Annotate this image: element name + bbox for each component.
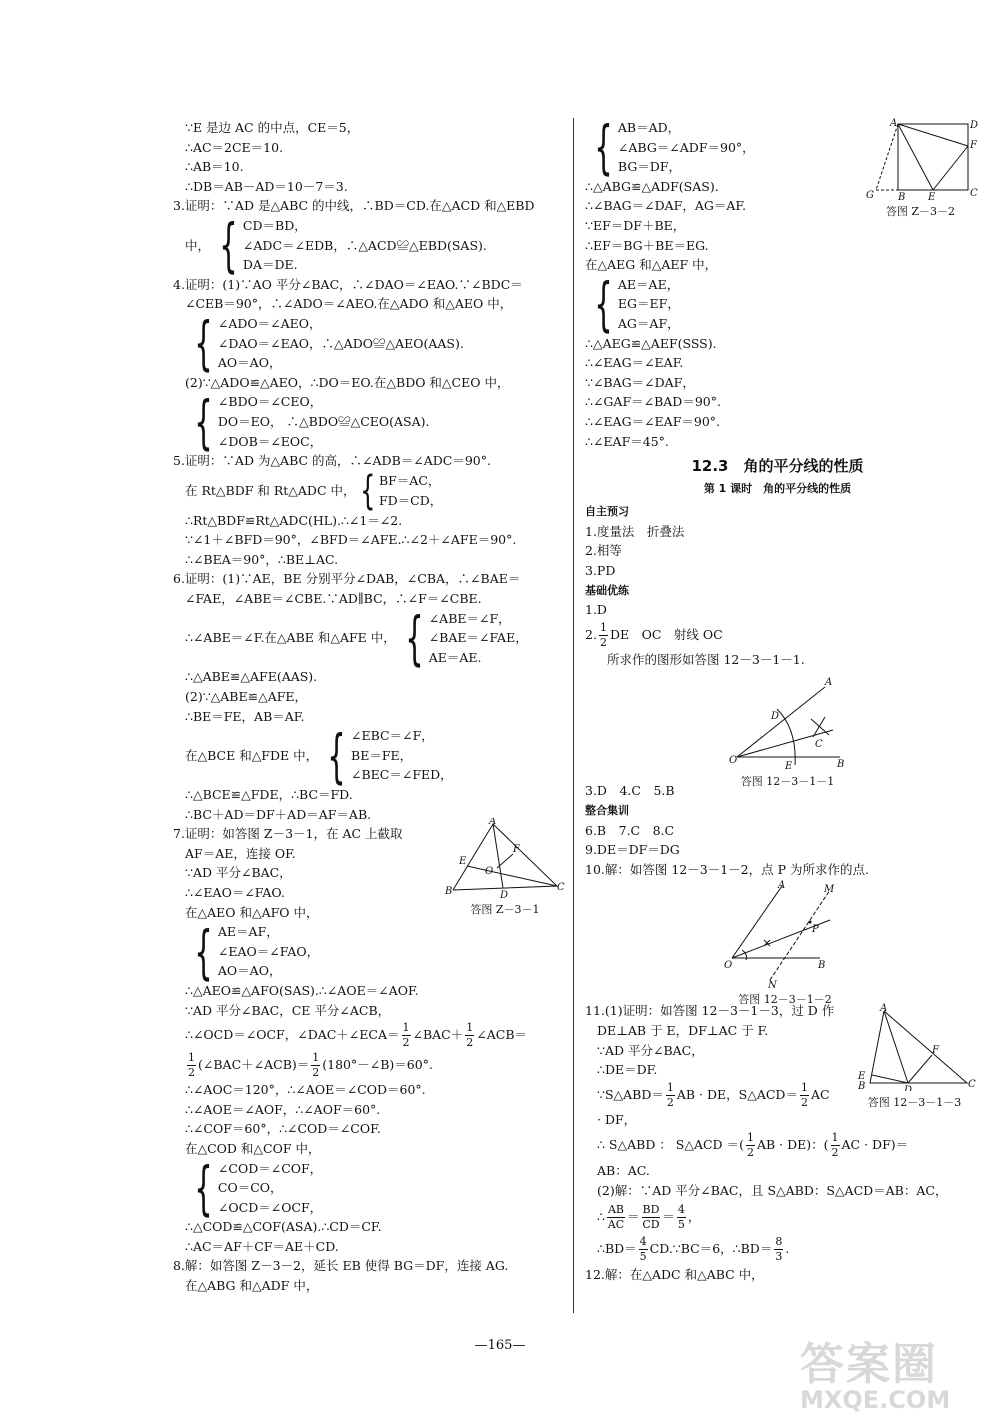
svg-text:D: D xyxy=(771,711,780,722)
text-line: 在△AEG 和△AEF 中， xyxy=(585,257,718,273)
text-line: ∴ S△ABD ： S△ACD ＝( $\frac{1}{2}$ AB · DE)：( $\frac{1}{2}$ AC · DF)＝ xyxy=(597,1131,909,1160)
svg-text:F: F xyxy=(513,844,520,855)
problem-3: 3.证明：∵AD 是△ABC 的中线，∴BD＝CD.在△ACD 和△EBD xyxy=(173,198,535,214)
fraction: $\frac{1}{2}$ xyxy=(800,1080,808,1109)
answer-line: 3.PD xyxy=(585,563,616,579)
text-line: (2)∵△ADO≌△AEO，∴DO＝EO.在△BDO 和△CEO 中， xyxy=(185,374,510,390)
text-line: DE⊥AB 于 E，DF⊥AC 于 F. xyxy=(597,1023,769,1038)
svg-text:N: N xyxy=(768,980,777,988)
answer-line: 10.解：如答图 12－3－1－2，点 P 为所求作的点. xyxy=(585,861,869,877)
svg-text:F: F xyxy=(970,140,977,151)
text-line: ∴∠COF＝60°，∴∠COD＝∠COF. xyxy=(185,1121,381,1137)
column-divider xyxy=(573,118,574,1313)
svg-text:C: C xyxy=(968,1079,976,1090)
section-label: 自主预习 xyxy=(585,505,629,519)
answer-line: 12.解：在△ADC 和△ABC 中， xyxy=(585,1266,764,1282)
figure-12-3-1-1 xyxy=(725,675,850,789)
answer-line: 所求作的图形如答图 12－3－1－1. xyxy=(607,651,805,667)
text-line: ∵E 是边 AC 的中点，CE＝5， xyxy=(185,120,360,135)
section-label: 整合集训 xyxy=(585,804,629,818)
figure-caption: 答图 12－3－1－2 xyxy=(738,993,832,1006)
text-line: ∵∠1＋∠BFD＝90°，∠BFD＝∠AFE.∴∠2＋∠AFE＝90°. xyxy=(185,532,517,548)
svg-text:O: O xyxy=(485,866,494,877)
triangle-diagram xyxy=(445,818,565,898)
svg-text:D: D xyxy=(500,890,509,898)
svg-text:O: O xyxy=(724,960,733,971)
fraction: $\frac{1}{2}$ xyxy=(188,1051,195,1080)
text-line: ∴BE＝FE，AB＝AF. xyxy=(185,708,305,724)
text-line: ∴△BCE≌△FDE，∴BC＝FD. xyxy=(185,787,353,802)
text-line: ∠FAE，∠ABE＝∠CBE.∵AD∥BC，∴∠F＝∠CBE. xyxy=(185,591,482,607)
figure-12-3-1-3 xyxy=(852,1003,977,1110)
svg-text:P: P xyxy=(812,924,819,935)
figure-caption: 答图 12－3－1－3 xyxy=(867,1096,962,1109)
text-line: ∴DB＝AB－AD＝10－7＝3. xyxy=(185,178,348,194)
problem-6: 6.证明：(1)∵AE，BE 分别平分∠DAB，∠CBA，∴∠BAE＝ xyxy=(173,571,521,587)
equation-system: { AB＝AD， ∠ABG＝∠ADF＝90°， BG＝DF， xyxy=(594,113,755,182)
svg-text:B: B xyxy=(898,192,906,200)
brace: { xyxy=(194,1153,213,1222)
svg-text:A: A xyxy=(489,818,497,827)
text-line: ∴AB＝10. xyxy=(185,159,244,175)
answer-line: 1.D xyxy=(585,602,607,618)
figure-z-3-2 xyxy=(858,118,983,219)
text-line: ∴AC＝2CE＝10. xyxy=(185,139,284,155)
text-line: ∴∠OCD＝∠OCF，∠DAC＋∠ECA＝ $\frac{1}{2}$ ∠BAC＋ $\frac{1}{2}$ ∠ACB＝ xyxy=(185,1021,528,1050)
text-line: AF＝AE，连接 OF. xyxy=(185,845,296,861)
text-line: 在△AEO 和△AFO 中， xyxy=(185,904,319,920)
problem-4: 4.证明：(1)∵AO 平分∠BAC，∴∠DAO＝∠EAO.∵∠BDC＝ xyxy=(173,276,523,292)
svg-text:E: E xyxy=(785,761,793,770)
equation-system: { ∠BDO＝∠CEO， DO＝EO， ∴△BDO≌△CEO(ASA). ∠DOB＝∠EOC， xyxy=(194,387,430,456)
svg-text:E: E xyxy=(459,856,467,867)
equation-system: { AE＝AF， ∠EAO＝∠FAO， AO＝AO， xyxy=(194,917,320,986)
brace: { xyxy=(194,387,213,456)
text-line: ∴ $\frac{AB}{AC}$ ＝ $\frac{BD}{CD}$ ＝ $\frac{4}{5}$ ， xyxy=(597,1202,701,1231)
brace: { xyxy=(594,113,613,182)
fraction: $\frac{1}{2}$ xyxy=(312,1051,320,1080)
problem-8: 8.解：如答图 Z－3－2，延长 EB 使得 BG＝DF，连接 AG. xyxy=(173,1258,509,1274)
text-line: ∴BD＝ $\frac{4}{5}$ CD.∵BC＝6，∴BD＝ $\frac{8}{3}$ . xyxy=(597,1234,790,1263)
text-line: ∵AD 平分∠BAC， xyxy=(597,1042,704,1058)
text-line: 在△COD 和△COF 中， xyxy=(185,1140,321,1156)
svg-text:C: C xyxy=(970,188,978,199)
svg-text:E: E xyxy=(928,192,936,200)
watermark-logo: 答案圈 xyxy=(800,1339,938,1390)
brace: { xyxy=(360,467,376,514)
text-line: ∴EF＝BG＋BE＝EG. xyxy=(585,237,709,253)
brace: { xyxy=(219,211,238,280)
fraction: $\frac{4}{5}$ xyxy=(677,1202,685,1231)
equation-system: 在△BCE 和△FDE 中， { ∠EBC＝∠F， BE＝FE， ∠BEC＝∠FED， xyxy=(185,721,453,790)
watermark-url: MXQE.COM xyxy=(800,1386,951,1414)
brace: { xyxy=(405,604,424,673)
svg-text:D: D xyxy=(904,1085,913,1091)
fraction: $\frac{8}{3}$ xyxy=(775,1234,783,1263)
text-line: ∴∠BAG＝∠DAF，AG＝AF. xyxy=(585,198,747,214)
text-line: ∴△AEO≌△AFO(SAS).∴∠AOE＝∠AOF. xyxy=(185,982,419,998)
text-line: 在△ABG 和△ADF 中， xyxy=(185,1278,319,1294)
figure-12-3-1-2 xyxy=(720,880,850,1007)
svg-text:A: A xyxy=(825,677,833,688)
answer-line: 2. $\frac{1}{2}$ DE OC 射线 OC xyxy=(585,620,723,649)
figure-caption: 答图 Z－3－1 xyxy=(470,903,540,916)
text-line: (2)解：∵AD 平分∠BAC，且 S△ABD：S△ACD＝AB：AC， xyxy=(597,1182,948,1198)
text-line: ∴∠EAG＝∠EAF＝90°. xyxy=(585,413,720,429)
svg-text:C: C xyxy=(557,882,565,893)
text-line: ∴Rt△BDF≌Rt△ADC(HL).∴∠1＝∠2. xyxy=(185,512,403,528)
fraction: $\frac{BD}{CD}$ xyxy=(642,1202,660,1231)
angle-bisector-diagram xyxy=(725,675,850,770)
figure-caption: 答图 12－3－1－1 xyxy=(740,775,835,788)
text-line: (2)∵△ABE≌△AFE， xyxy=(185,689,308,705)
figure-caption: 答图 Z－3－2 xyxy=(885,205,956,218)
fraction: $\frac{1}{2}$ xyxy=(746,1131,754,1160)
text-line: ∴∠GAF＝∠BAD＝90°. xyxy=(585,394,721,410)
fraction: $\frac{1}{2}$ xyxy=(402,1021,410,1050)
page-number: —165— xyxy=(474,1338,526,1353)
svg-text:A: A xyxy=(778,880,786,891)
answer-line: 9.DE＝DF＝DG xyxy=(585,842,680,858)
fraction: $\frac{1}{2}$ xyxy=(599,620,607,649)
text-line: ∴∠BEA＝90°，∴BE⊥AC. xyxy=(185,551,339,567)
text-line: ∴∠EAF＝45°. xyxy=(585,433,669,449)
equation-system: 在 Rt△BDF 和 Rt△ADC 中， { BF＝AC， FD＝CD， xyxy=(185,467,443,514)
svg-text:B: B xyxy=(818,960,826,971)
text-line: ∵AD 平分∠BAC， xyxy=(185,865,292,881)
equation-system: 中， { CD＝BD， ∠ADC＝∠EDB，∴△ACD≌△EBD(SAS). DA＝DE. xyxy=(185,211,487,280)
fraction: $\frac{1}{2}$ xyxy=(831,1131,839,1160)
text-line: ∴△COD≌△COF(ASA).∴CD＝CF. xyxy=(185,1219,382,1235)
text-line: ∴∠EAO＝∠FAO. xyxy=(185,884,285,900)
equation-system: { AE＝AE， EG＝EF， AG＝AF， xyxy=(594,270,680,339)
text-line: ∵∠BAG＝∠DAF， xyxy=(585,374,695,390)
triangle-bisector-diagram xyxy=(852,1003,977,1091)
brace: { xyxy=(327,721,346,790)
text-line: ∴BC＋AD＝DF＋AD＝AF＝AB. xyxy=(185,806,372,822)
construction-diagram xyxy=(720,880,850,988)
answer-line: 6.B 7.C 8.C xyxy=(585,822,675,838)
problem-5: 5.证明：∵AD 为△ABC 的高，∴∠ADB＝∠ADC＝90°. xyxy=(173,453,491,469)
text-line: ∴DE＝DF. xyxy=(597,1062,658,1078)
text-line: AB：AC. xyxy=(597,1163,650,1179)
answer-line: 11.(1)证明：如答图 12－3－1－3，过 D 作 xyxy=(585,1003,835,1019)
lesson-title: 第 1 课时 角的平分线的性质 xyxy=(703,481,852,495)
text-line: ∴∠AOC＝120°，∴∠AOE＝∠COD＝60°. xyxy=(185,1082,426,1098)
svg-text:B: B xyxy=(837,759,845,770)
svg-text:M: M xyxy=(824,884,835,895)
equation-system: { ∠ADO＝∠AEO， ∠DAO＝∠EAO，∴△ADO≌△AEO(AAS). AO＝AO， xyxy=(194,309,464,378)
left-column xyxy=(173,118,565,1296)
watermark xyxy=(800,1328,990,1414)
equation-system: { ∠COD＝∠COF， CO＝CO， ∠OCD＝∠OCF， xyxy=(194,1153,323,1222)
svg-text:D: D xyxy=(970,120,979,131)
text-line: · DF， xyxy=(597,1111,637,1127)
square-diagram xyxy=(858,118,983,200)
text-line: ∠CEB＝90°，∴∠ADO＝∠AEO.在△ADO 和△AEO 中， xyxy=(185,296,513,312)
text-line: $\frac{1}{2}$ (∠BAC＋∠ACB)＝ $\frac{1}{2}$ (180°－∠B)＝60°. xyxy=(188,1051,433,1080)
text-line: ∴△AEG≌△AEF(SSS). xyxy=(585,335,717,351)
svg-text:B: B xyxy=(858,1081,866,1091)
brace: { xyxy=(194,309,213,378)
text-line: ∴△ABE≌△AFE(AAS). xyxy=(185,669,318,685)
svg-text:A: A xyxy=(890,118,898,129)
fraction: $\frac{1}{2}$ xyxy=(466,1021,474,1050)
text-line: ∵EF＝DF＋BE， xyxy=(585,217,686,233)
fraction: $\frac{4}{5}$ xyxy=(639,1234,647,1263)
svg-text:G: G xyxy=(866,190,874,200)
text-line: ∵AD 平分∠BAC，CE 平分∠ACB， xyxy=(185,1002,391,1018)
svg-text:A: A xyxy=(880,1003,888,1014)
svg-text:F: F xyxy=(932,1045,939,1056)
figure-z-3-1 xyxy=(445,818,565,917)
section-heading: 12.3 角的平分线的性质 xyxy=(691,457,864,476)
text-line: ∴∠AOE＝∠AOF，∴∠AOF＝60°. xyxy=(185,1101,381,1117)
answer-line: 1.度量法 折叠法 xyxy=(585,523,685,539)
text-line: ∴AC＝AF＋CF＝AE＋CD. xyxy=(185,1238,339,1254)
section-label: 基础优练 xyxy=(585,583,629,597)
answer-line: 3.D 4.C 5.B xyxy=(585,783,675,799)
brace: { xyxy=(194,917,213,986)
text-line: ∴∠EAG＝∠EAF. xyxy=(585,355,684,371)
svg-text:B: B xyxy=(445,886,453,897)
brace: { xyxy=(594,270,613,339)
problem-7: 7.证明：如答图 Z－3－1，在 AC 上截取 xyxy=(173,826,403,842)
svg-text:E: E xyxy=(858,1071,866,1082)
fraction: $\frac{1}{2}$ xyxy=(666,1080,674,1109)
svg-text:O: O xyxy=(729,755,738,766)
text-line: ∵S△ABD＝ $\frac{1}{2}$ AB · DE，S△ACD＝ $\frac{1}{2}$ AC xyxy=(597,1080,830,1109)
fraction: $\frac{AB}{AC}$ xyxy=(607,1202,625,1231)
answer-line: 2.相等 xyxy=(585,543,622,559)
text-line: ∴△ABG≌△ADF(SAS). xyxy=(585,178,719,194)
equation-system: ∴∠ABE＝∠F.在△ABE 和△AFE 中， { ∠ABE＝∠F， ∠BAE＝∠FAE， AE＝AE. xyxy=(185,604,528,673)
svg-text:C: C xyxy=(815,739,823,750)
